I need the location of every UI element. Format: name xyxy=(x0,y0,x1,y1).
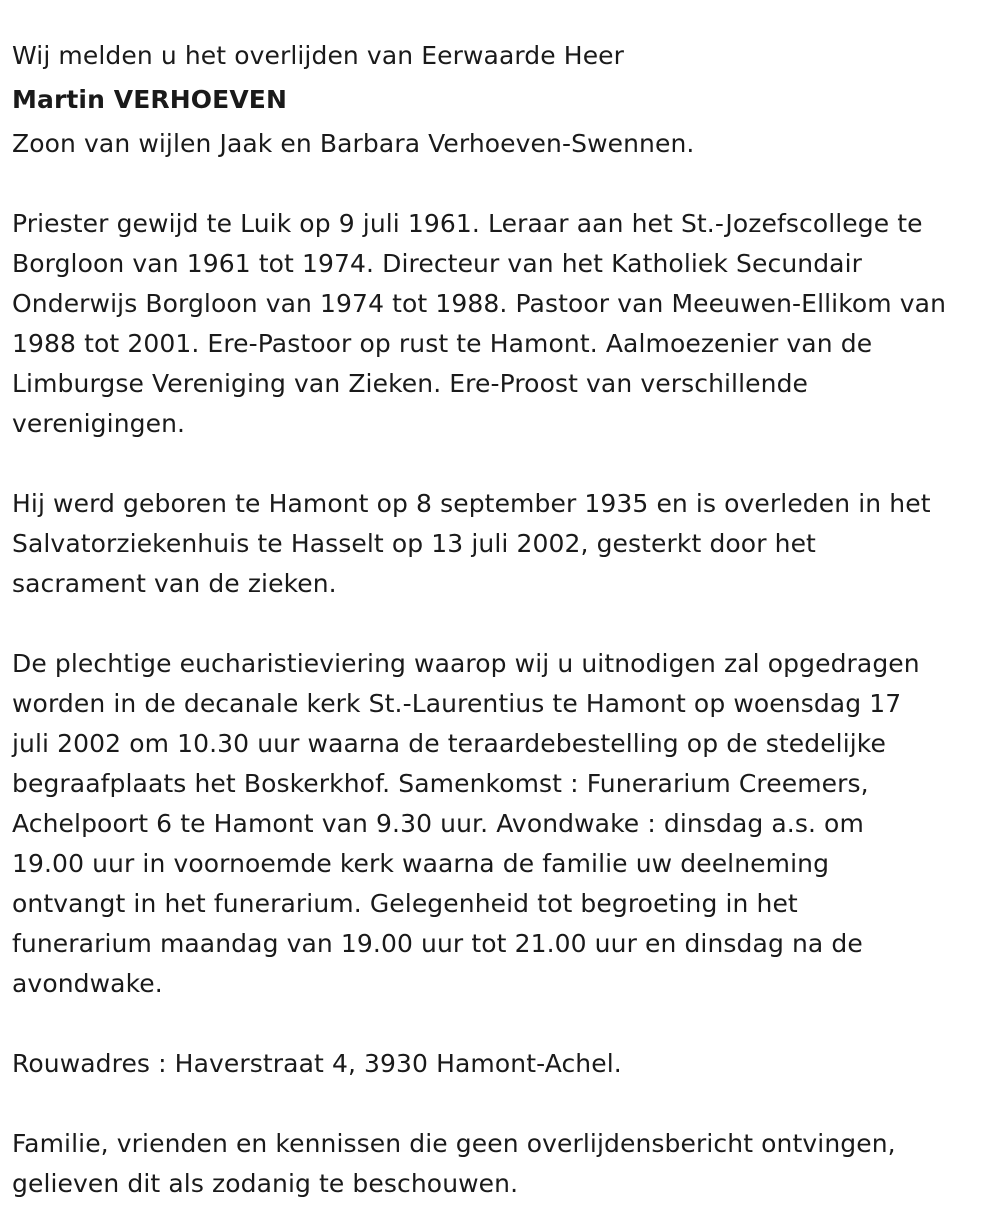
mourning-address: Rouwadres : Haverstraat 4, 3930 Hamont-Achel. xyxy=(12,1049,622,1078)
birth-death-line: Hij werd geboren te Hamont op 8 september 1935 en is overleden in het xyxy=(12,489,931,518)
career-paragraph xyxy=(12,204,988,444)
birth-death-line: sacrament van de zieken. xyxy=(12,569,337,598)
spacer xyxy=(12,604,988,644)
ceremony-paragraph xyxy=(12,644,988,1004)
ceremony-line: begraafplaats het Boskerkhof. Samenkomst : Funerarium Creemers, xyxy=(12,769,869,798)
closing-line: gelieven dit als zodanig te beschouwen. xyxy=(12,1169,519,1198)
spacer xyxy=(12,444,988,484)
ceremony-line: ontvangt in het funerarium. Gelegenheid tot begroeting in het xyxy=(12,889,798,918)
spacer xyxy=(12,1084,988,1124)
intro-text: Wij melden u het overlijden van Eerwaarde Heer xyxy=(12,41,625,70)
ceremony-line: funerarium maandag van 19.00 uur tot 21.00 uur en dinsdag na de xyxy=(12,929,863,958)
career-line: Onderwijs Borgloon van 1974 tot 1988. Pastoor van Meeuwen-Ellikom van xyxy=(12,289,947,318)
spacer xyxy=(12,1004,988,1044)
ceremony-line: worden in de decanale kerk St.-Laurentius te Hamont op woensdag 17 xyxy=(12,689,902,718)
ceremony-line: De plechtige eucharistieviering waarop wij u uitnodigen zal opgedragen xyxy=(12,649,920,678)
birth-death-paragraph xyxy=(12,484,988,604)
career-line: verenigingen. xyxy=(12,409,186,438)
career-line: Priester gewijd te Luik op 9 juli 1961. Leraar aan het St.-Jozefscollege te xyxy=(12,209,923,238)
deceased-name: Martin VERHOEVEN xyxy=(12,85,287,114)
birth-death-line: Salvatorziekenhuis te Hasselt op 13 juli 2002, gesterkt door het xyxy=(12,529,816,558)
ceremony-line: juli 2002 om 10.30 uur waarna de teraardebestelling op de stedelijke xyxy=(12,729,886,758)
closing-line: Familie, vrienden en kennissen die geen overlijdensbericht ontvingen, xyxy=(12,1129,896,1158)
parents-text: Zoon van wijlen Jaak en Barbara Verhoeven-Swennen. xyxy=(12,129,695,158)
ceremony-line: Achelpoort 6 te Hamont van 9.30 uur. Avondwake : dinsdag a.s. om xyxy=(12,809,864,838)
spacer xyxy=(12,164,988,204)
career-line: Limburgse Vereniging van Zieken. Ere-Proost van verschillende xyxy=(12,369,809,398)
career-line: 1988 tot 2001. Ere-Pastoor op rust te Hamont. Aalmoezenier van de xyxy=(12,329,873,358)
ceremony-line: avondwake. xyxy=(12,969,163,998)
ceremony-line: 19.00 uur in voornoemde kerk waarna de familie uw deelneming xyxy=(12,849,830,878)
career-line: Borgloon van 1961 tot 1974. Directeur van het Katholiek Secundair xyxy=(12,249,863,278)
closing-paragraph xyxy=(12,1124,988,1204)
